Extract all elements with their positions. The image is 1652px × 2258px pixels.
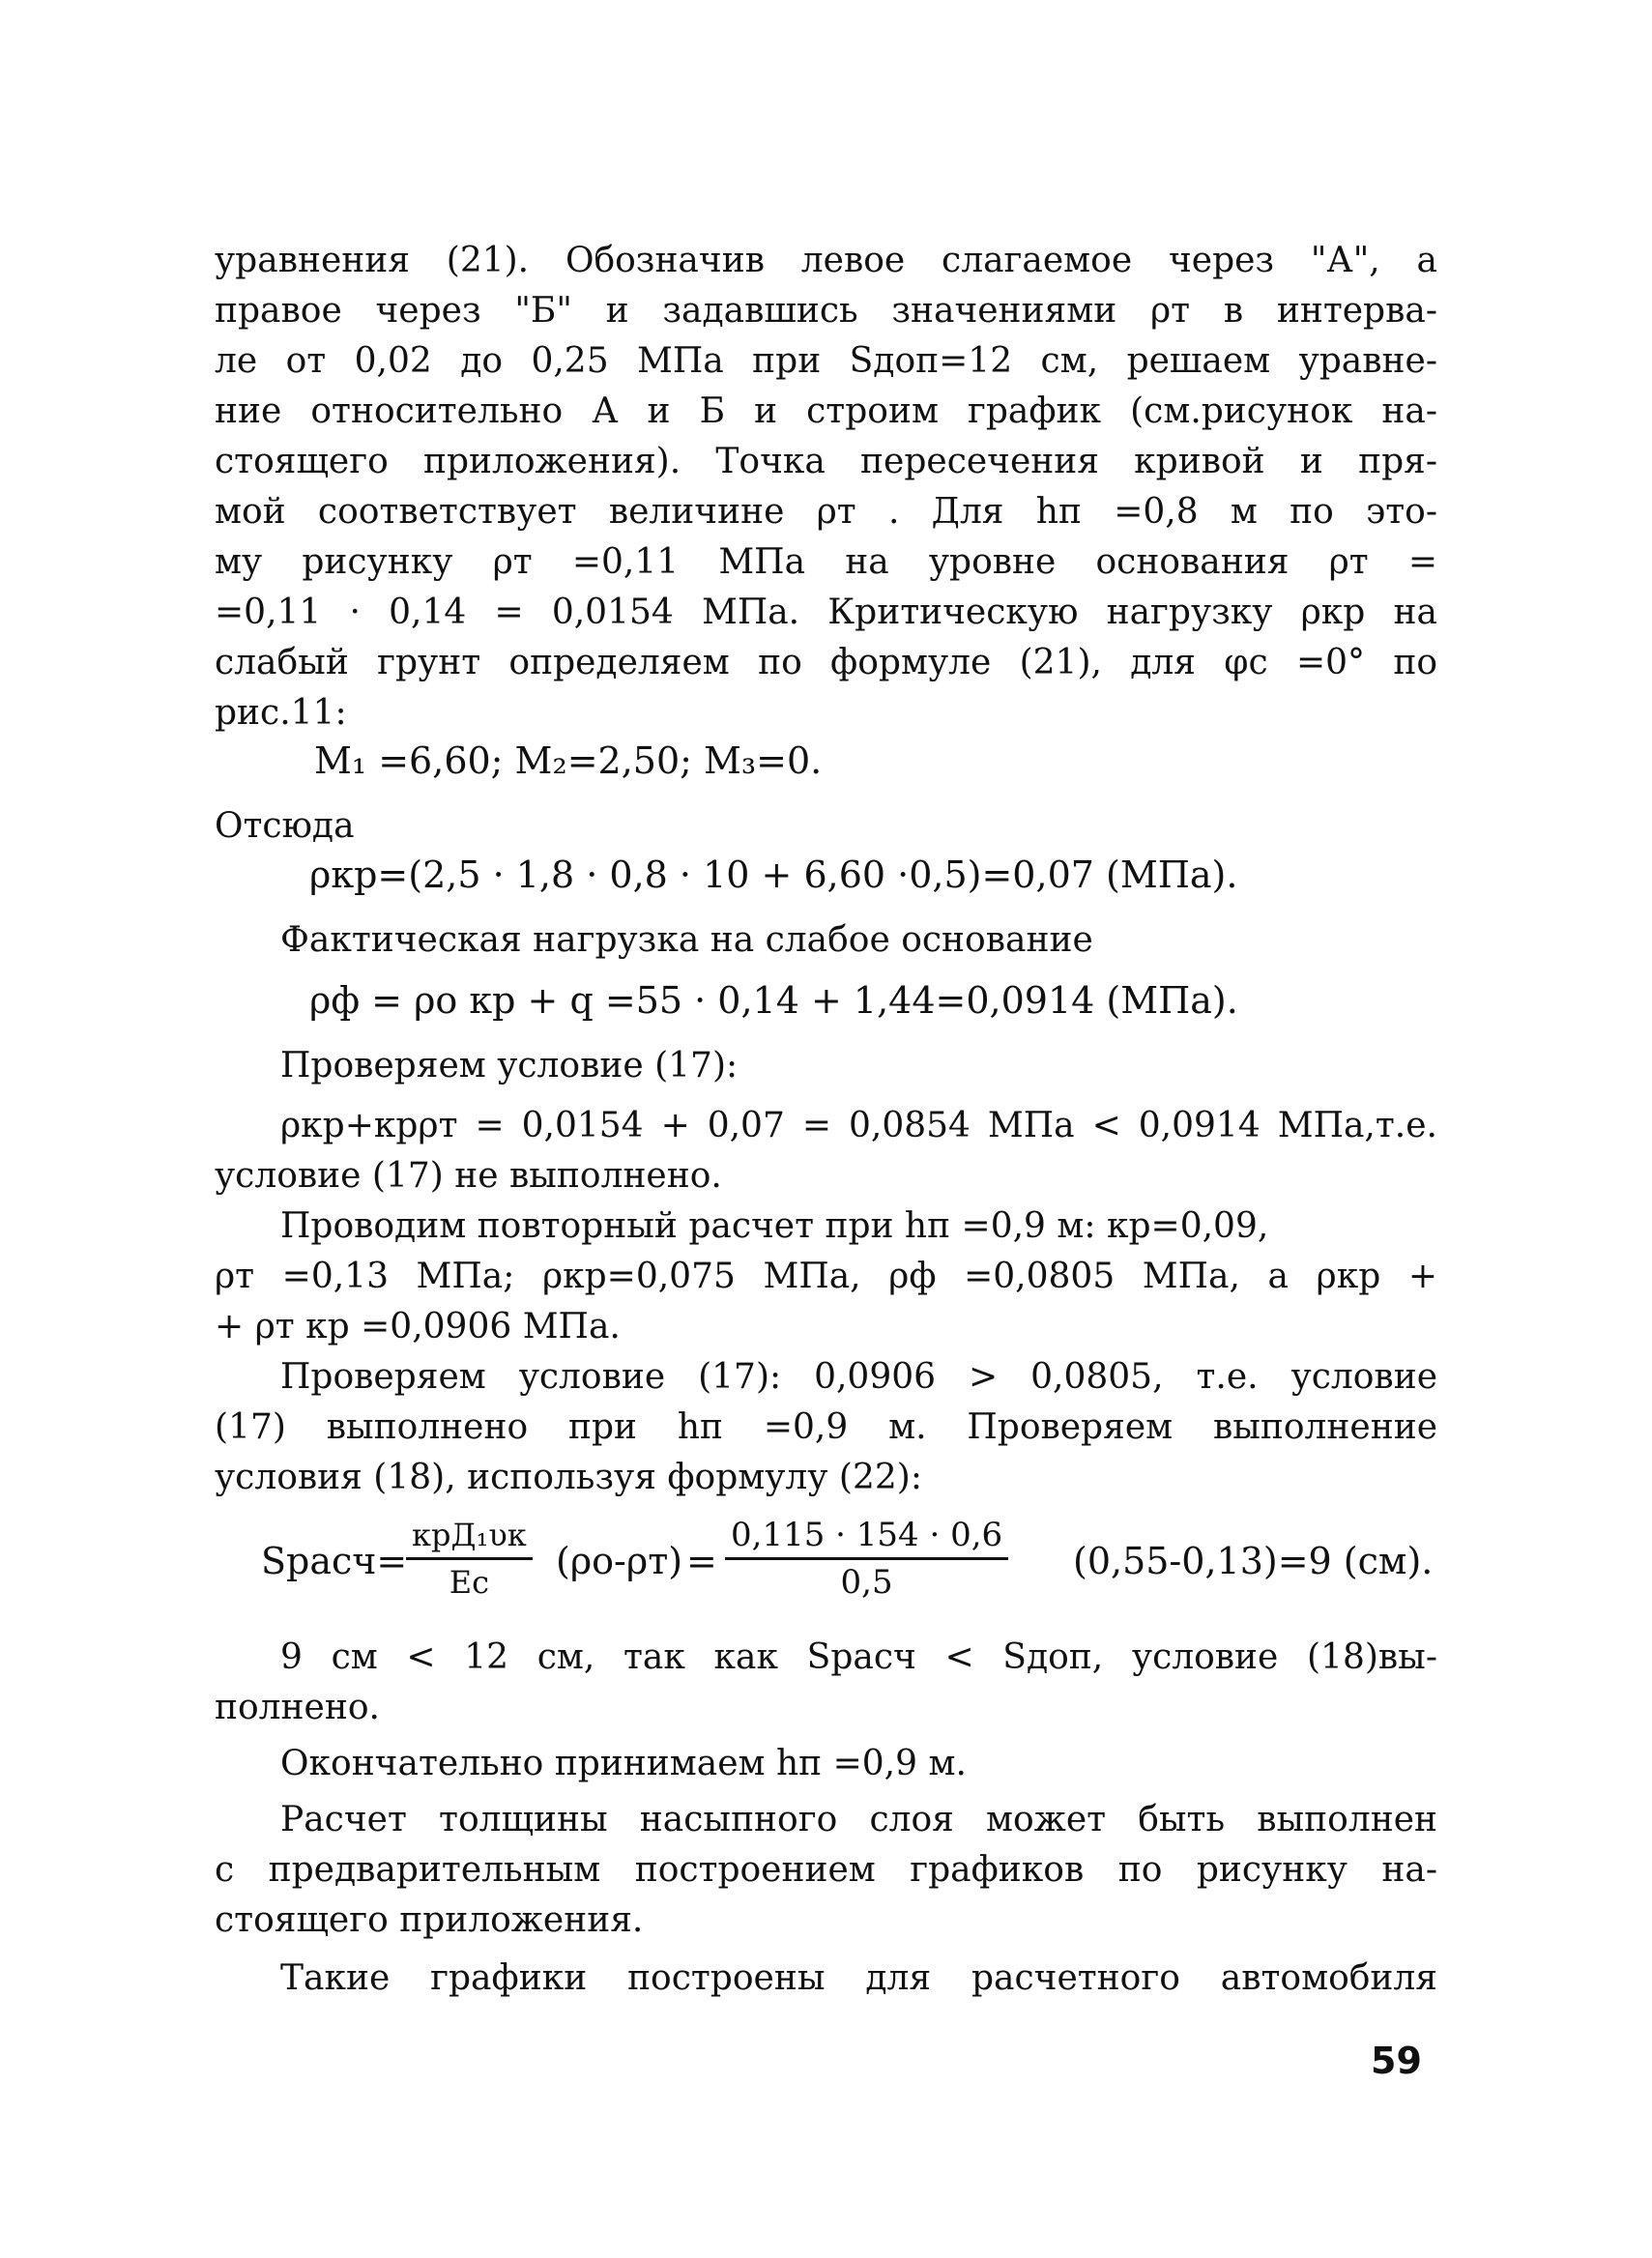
text-line: Проводим повторный расчет при hп =0,9 м: кр=0,09, [280,1206,1269,1246]
fraction-numerator: крД₁υк [406,1513,533,1560]
text-line: условие (17) не выполнено. [215,1156,722,1196]
text-line: мой соответствует величине ρт . Для hп =0,8 м по это- [215,492,1437,532]
text-line: му рисунку ρт =0,11 МПа на уровне основания ρт = [215,542,1437,582]
text-line: стоящего приложения. [215,1900,644,1940]
text-line: (17) выполнено при hп =0,9 м. Проверяем выполнение [215,1407,1437,1447]
fraction-denominator: Eс [449,1564,490,1601]
text-line: Отсюда [215,806,355,846]
text-line: ле от 0,02 до 0,25 МПа при Sдоп=12 см, решаем уравне- [215,341,1437,381]
actual-load-formula: ρф = ρо кр + q =55 · 0,14 + 1,44=0,0914 (МПа). [309,979,1238,1022]
text-line: Фактическая нагрузка на слабое основание [280,920,1093,960]
text-line: с предварительным построением графиков по рисунку на- [215,1850,1437,1890]
critical-load-formula: ρкр=(2,5 · 1,8 · 0,8 · 10 + 6,60 ·0,5)=0,07 (МПа). [309,854,1238,896]
text-line: рис.11: [215,693,347,733]
text-line: слабый грунт определяем по формуле (21), для φс =0° по [215,643,1437,682]
page-number: 59 [1371,2040,1422,2082]
text-line: ρт =0,13 МПа; ρкр=0,075 МПа, ρф =0,0805 МПа, а ρкр + [215,1257,1437,1296]
settlement-result: (0,55-0,13)=9 (см). [1073,1540,1434,1582]
text-line: ρкр+крρт = 0,0154 + 0,07 = 0,0854 МПа < 0,0914 МПа,т.е. [280,1106,1437,1145]
text-line: Такие графики построены для расчетного автомобиля [280,1958,1437,1998]
text-line: Проверяем условие (17): 0,0906 > 0,0805, т.е. условие [280,1357,1437,1397]
text-line: + ρт кр =0,0906 МПа. [215,1307,621,1346]
text-line: уравнения (21). Обозначив левое слагаемое через "А", а [215,241,1437,280]
text-line: ние относительно А и Б и строим график (см.рисунок на- [215,391,1437,431]
fraction-denominator: 0,5 [840,1563,893,1602]
settlement-pressure-diff: (ρо-ρт) [556,1540,683,1582]
text-line: Окончательно принимаем hп =0,9 м. [280,1744,967,1783]
equals-sign: = [686,1540,717,1582]
coefficients-formula: M₁ =6,60; M₂=2,50; M₃=0. [314,739,823,782]
text-line: Проверяем условие (17): [280,1046,739,1086]
text-line: условия (18), используя формулу (22): [215,1458,922,1497]
text-line: правое через "Б" и задавшись значениями ρт в интерва- [215,291,1437,331]
text-line: полнено. [215,1688,380,1727]
settlement-fraction [406,1513,533,1605]
text-line: 9 см < 12 см, так как Sрасч < Sдоп, условие (18)вы- [280,1637,1437,1677]
text-line: стоящего приложения). Точка пересечения кривой и пря- [215,442,1437,481]
numeric-fraction [725,1513,1008,1605]
settlement-formula-lhs: Sрасч= [261,1540,408,1582]
text-line: =0,11 · 0,14 = 0,0154 МПа. Критическую нагрузку ρкр на [215,593,1437,632]
text-line: Расчет толщины насыпного слоя может быть выполнен [280,1800,1437,1839]
fraction-numerator: 0,115 · 154 · 0,6 [725,1513,1008,1560]
